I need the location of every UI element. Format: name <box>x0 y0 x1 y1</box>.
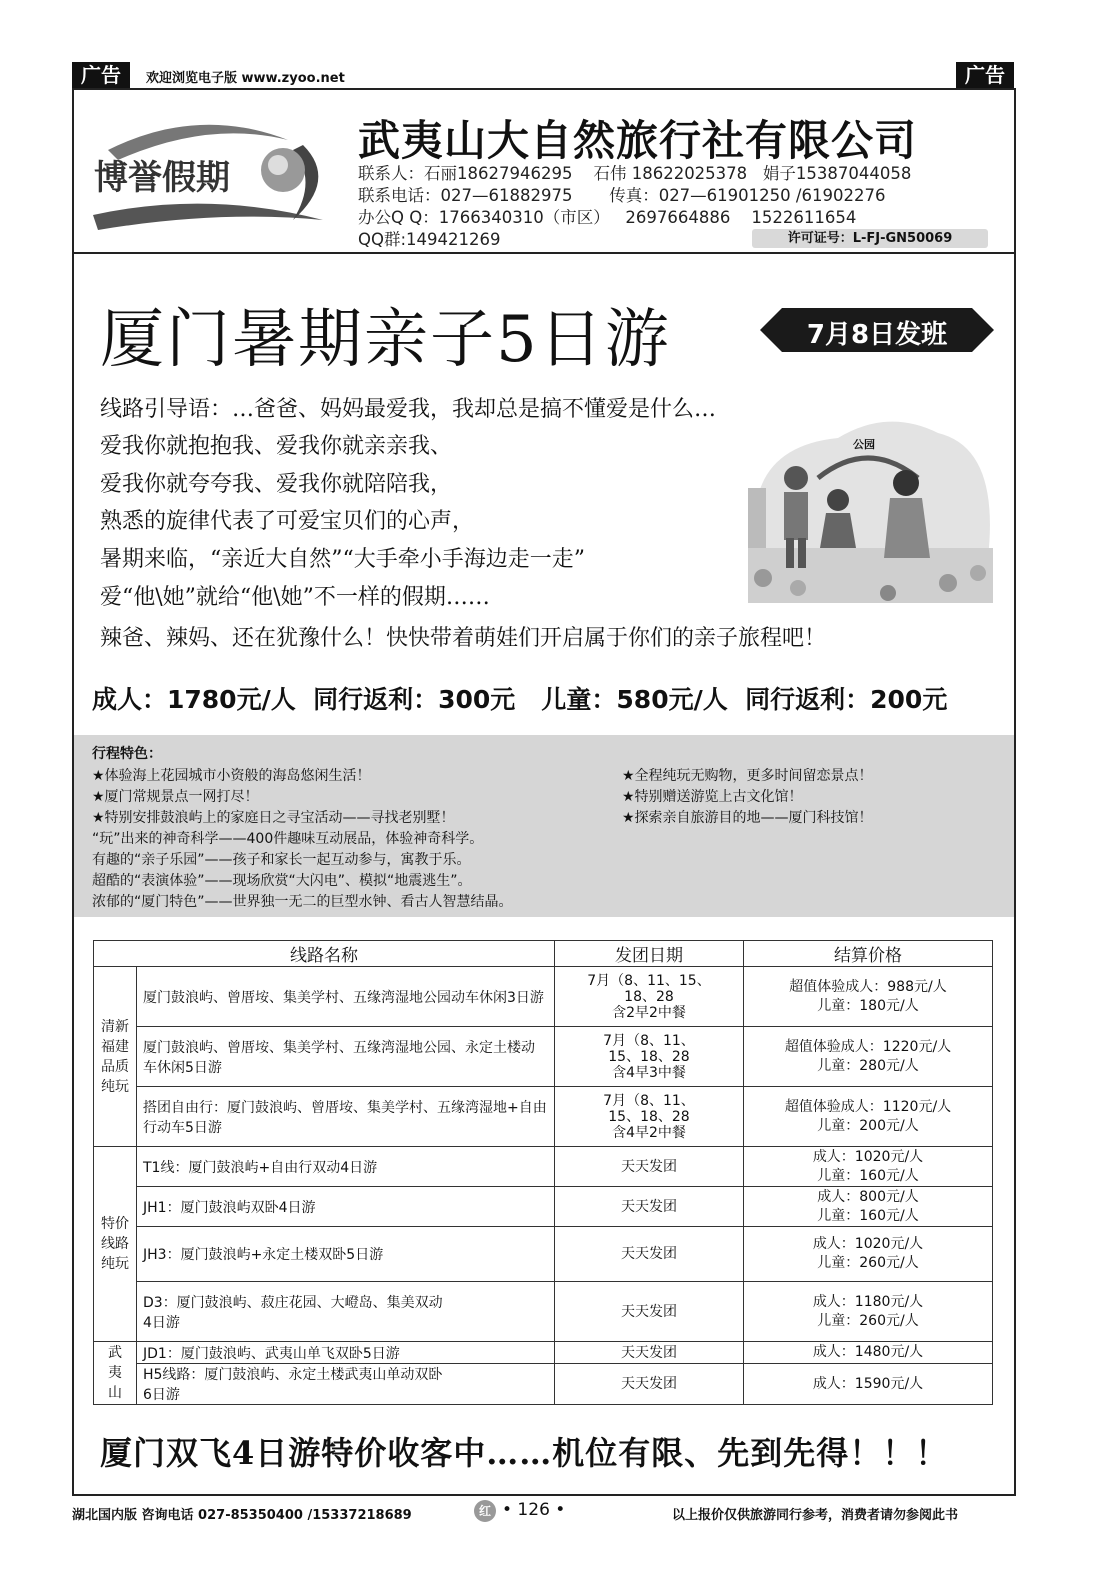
route-price: 超值体验成人：1220元/人 儿童：280元/人 <box>744 1027 993 1087</box>
header-departure-date: 发团日期 <box>555 941 744 967</box>
contact-line-4: QQ群:149421269 <box>358 230 501 249</box>
promo-banner: 厦门双飞4日游特价收客中……机位有限、先到先得！！！ <box>100 1434 949 1472</box>
feature-left-3: ★特别安排鼓浪屿上的家庭日之寻宝活动——寻找老别墅！ <box>92 810 455 826</box>
route-price: 成人：1480元/人 <box>744 1342 993 1364</box>
route-name: 厦门鼓浪屿、曾厝垵、集美学村、五缘湾湿地公园、永定土楼动车休闲5日游 <box>137 1027 555 1087</box>
intro-line-4: 熟悉的旋律代表了可爱宝贝们的心声， <box>100 509 475 534</box>
intro-line-5: 暑期来临，“亲近大自然”“大手牵小手海边走一走” <box>100 547 585 572</box>
ad-label-left: 广告 <box>72 62 130 89</box>
intro-line-1: 线路引导语：…爸爸、妈妈最爱我，我却总是搞不懂爱是什么… <box>100 397 717 422</box>
table-row <box>94 1187 993 1227</box>
route-date: 7月（8、11、15、 18、28 含2早2中餐 <box>555 967 744 1027</box>
intro-line-2: 爱我你就抱抱我、爱我你就亲亲我、 <box>100 434 453 459</box>
route-category: 特价 线路 纯玩 <box>94 1147 137 1342</box>
route-price: 成人：1020元/人 儿童：160元/人 <box>744 1147 993 1187</box>
feature-left-2: ★厦门常规景点一网打尽！ <box>92 789 259 805</box>
page-number: • 126 • <box>502 1500 566 1520</box>
table-row <box>94 1087 993 1147</box>
route-date: 天天发团 <box>555 1187 744 1227</box>
table-row <box>94 1282 993 1342</box>
route-date: 天天发团 <box>555 1342 744 1364</box>
table-row <box>94 967 993 1027</box>
footer-badge: 红 <box>474 1500 496 1522</box>
feature-right-2: ★特别赠送游览上古文化馆！ <box>622 789 803 805</box>
feature-right-3: ★探索亲自旅游目的地——厦门科技馆！ <box>622 810 873 826</box>
route-date: 天天发团 <box>555 1227 744 1282</box>
footer-left: 湖北国内版 咨询电话 027-85350400 /15337218689 <box>72 1508 412 1523</box>
route-category: 武 夷 山 <box>94 1342 137 1405</box>
contact-line-1: 联系人：石丽18627946295 石伟 18622025378 娟子15387044058 <box>358 164 912 183</box>
route-name: JD1：厦门鼓浪屿、武夷山单飞双卧5日游 <box>137 1342 555 1364</box>
route-date: 天天发团 <box>555 1147 744 1187</box>
routes-body <box>94 967 993 1405</box>
route-name: JH1：厦门鼓浪屿双卧4日游 <box>137 1187 555 1227</box>
departure-ribbon <box>760 306 994 354</box>
route-category: 清新 福建 品质 纯玩 <box>94 967 137 1147</box>
table-row <box>94 1227 993 1282</box>
table-row <box>94 1364 993 1405</box>
intro-line-6: 爱“他\她”就给“他\她”不一样的假期…… <box>100 585 490 610</box>
route-name: H5线路：厦门鼓浪屿、永定土楼武夷山单动双卧 6日游 <box>137 1364 555 1405</box>
feature-left-6: 超酷的“表演体验”——现场欣赏“大闪电”、模拟“地震逃生”。 <box>92 873 472 889</box>
contact-line-3: 办公Q Q：1766340310（市区） 2697664886 1522611654 <box>358 208 857 227</box>
route-date: 7月（8、11、 15、18、28 含4早3中餐 <box>555 1027 744 1087</box>
route-price: 成人：1180元/人 儿童：260元/人 <box>744 1282 993 1342</box>
table-header-row <box>94 941 993 967</box>
route-price: 超值体验成人：988元/人 儿童：180元/人 <box>744 967 993 1027</box>
departure-date: 7月8日发班 <box>806 320 948 350</box>
feature-left-1: ★体验海上花园城市小资般的海岛悠闲生活！ <box>92 768 371 784</box>
table-row <box>94 1147 993 1187</box>
company-logo <box>88 110 338 240</box>
routes-table <box>93 940 993 1405</box>
company-name: 武夷山大自然旅行社有限公司 <box>358 116 918 165</box>
route-name: 搭团自由行：厦门鼓浪屿、曾厝垵、集美学村、五缘湾湿地+自由行动车5日游 <box>137 1087 555 1147</box>
intro-line-7: 辣爸、辣妈、还在犹豫什么！快快带着萌娃们开启属于你们的亲子旅程吧！ <box>100 626 827 651</box>
feature-left-4: “玩”出来的神奇科学——400件趣味互动展品，体验神奇科学。 <box>92 831 484 847</box>
route-price: 成人：800元/人 儿童：160元/人 <box>744 1187 993 1227</box>
feature-left-7: 浓郁的“厦门特色”——世界独一无二的巨型水钟、看古人智慧结晶。 <box>92 894 513 910</box>
family-illustration <box>738 408 1000 608</box>
route-date: 7月（8、11、 15、18、28 含4早2中餐 <box>555 1087 744 1147</box>
feature-left-5: 有趣的“亲子乐园”——孩子和家长一起互动参与，寓教于乐。 <box>92 852 471 868</box>
table-row <box>94 1342 993 1364</box>
route-name: D3：厦门鼓浪屿、菽庄花园、大嶝岛、集美双动 4日游 <box>137 1282 555 1342</box>
route-price: 超值体验成人：1120元/人 儿童：200元/人 <box>744 1087 993 1147</box>
route-name: T1线：厦门鼓浪屿+自由行双动4日游 <box>137 1147 555 1187</box>
intro-line-3: 爱我你就夸夸我、爱我你就陪陪我， <box>100 472 453 497</box>
header-price: 结算价格 <box>744 941 993 967</box>
route-price: 成人：1020元/人 儿童：260元/人 <box>744 1227 993 1282</box>
table-row <box>94 1027 993 1087</box>
logo-text: 博誉假期 <box>94 158 230 198</box>
footer-right: 以上报价仅供旅游同行参考，消费者请勿参阅此书 <box>672 1508 959 1523</box>
route-name: 厦门鼓浪屿、曾厝垵、集美学村、五缘湾湿地公园动车休闲3日游 <box>137 967 555 1027</box>
features-title: 行程特色： <box>92 746 162 762</box>
header-divider <box>72 252 1016 254</box>
ad-label-right: 广告 <box>956 62 1014 89</box>
route-date: 天天发团 <box>555 1282 744 1342</box>
route-date: 天天发团 <box>555 1364 744 1405</box>
header-route-name: 线路名称 <box>94 941 555 967</box>
route-price: 成人：1590元/人 <box>744 1364 993 1405</box>
route-name: JH3：厦门鼓浪屿+永定土楼双卧5日游 <box>137 1227 555 1282</box>
banner-title: 厦门暑期亲子5日游 <box>100 303 671 377</box>
park-sign: 公园 <box>853 438 875 451</box>
price-summary: 成人：1780元/人 同行返利：300元 儿童：580元/人 同行返利：200元 <box>92 685 948 714</box>
contact-line-2: 联系电话：027—61882975 传真：027—61901250 /61902276 <box>358 186 886 205</box>
license-badge: 许可证号：L-FJ-GN50069 <box>752 229 988 248</box>
feature-right-1: ★全程纯玩无购物，更多时间留恋景点！ <box>622 768 873 784</box>
website-note[interactable]: 欢迎浏览电子版 www.zyoo.net <box>146 71 345 86</box>
